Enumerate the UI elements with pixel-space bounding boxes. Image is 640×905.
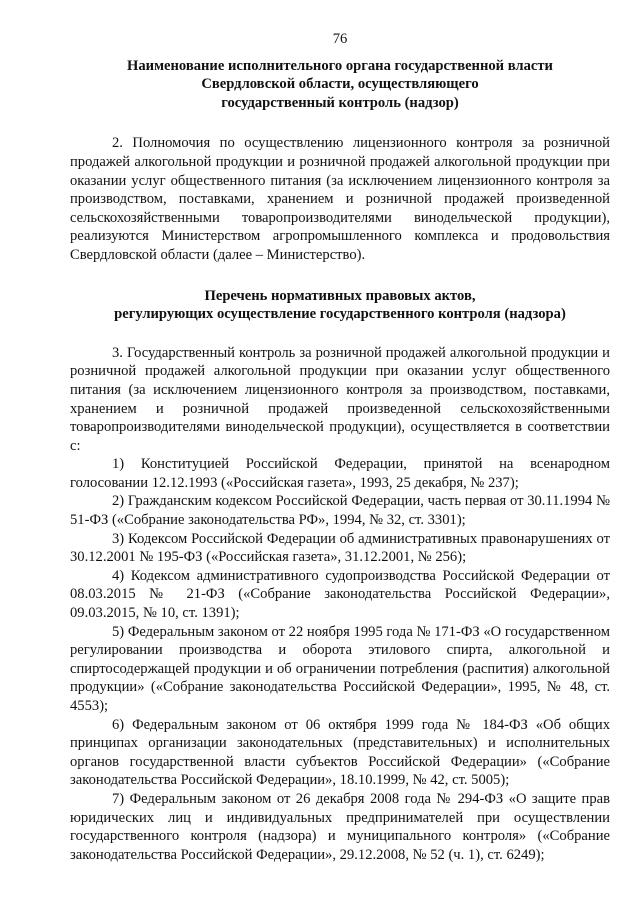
heading-line: регулирующих осуществление государственного контроля (надзора) [114,306,566,323]
list-item: 5) Федеральным законом от 22 ноября 1995 года № 171-ФЗ «О государственном регулировании производства и оборота этилового спирта, алкогольной и спиртосодержащей продукции и об ограничении потребления (распития) алкогольной продукции» («Собрание законодательства Российской Федерации», 1995, № 48, ст. 4553); [70,623,610,714]
heading-line: Свердловской области, осуществляющего [201,76,479,93]
page-number: 76 [332,31,348,47]
paragraph-control-basis: 3. Государственный контроль за розничной продажей алкогольной продукции и розничной продажей алкогольной продукции при оказании услуг общественного питания (за исключением лицензионного контроля за производством, поставками, хранением и розничной продажей произведенной сельскохозяйственными товаропроизводителями винодельческой продукции), осуществляется в соответствии с: [70,344,610,454]
heading-line: государственный контроль (надзор) [221,94,459,111]
list-item: 6) Федеральным законом от 06 октября 1999 года № 184-ФЗ «Об общих принципах организации законодательных (представительных) и исполнительных органов государственной власти субъектов Российской Федерации» («Собрание законодательства Российской Федерации», 18.10.1999, № 42, ст. 5005); [70,716,610,789]
list-item: 2) Гражданским кодексом Российской Федерации, часть первая от 30.11.1994 № 51-ФЗ («Собрание законодательства РФ», 1994, № 32, ст. 3301); [70,493,610,529]
list-item: 3) Кодексом Российской Федерации об административных правонарушениях от 30.12.2001 № 195-ФЗ («Российская газета», 31.12.2001, № 256); [70,530,610,566]
heading-line: Наименование исполнительного органа государственной власти [127,57,553,74]
heading-line: Перечень нормативных правовых актов, [204,287,476,304]
list-item: 4) Кодексом административного судопроизводства Российской Федерации от 08.03.2015 № 21-ФЗ («Собрание законодательства Российской Федерации», 09.03.2015, № 10, ст. 1391); [70,567,610,622]
list-item: 7) Федеральным законом от 26 декабря 2008 года № 294-ФЗ «О защите прав юридических лиц и индивидуальных предпринимателей при осуществлении государственного контроля (надзора) и муниципального контроля» («Собрание законодательства Российской Федерации», 29.12.2008, № 52 (ч. 1), ст. 6249); [70,790,610,863]
section-heading-authority [70,57,610,113]
section-heading-regulations [70,287,610,324]
paragraph-powers: 2. Полномочия по осуществлению лицензионного контроля за розничной продажей алкогольной продукции и розничной продажей алкогольной продукции при оказании услуг общественного питания (за исключением лицензионного контроля за производством, поставками, хранением и розничной продажей произведенной сельскохозяйственными товаропроизводителями винодельческой продукции), реализуются Министерством агропромышленного комплекса и продовольствия Свердловской области (далее – Министерство). [70,135,610,263]
list-item: 1) Конституцией Российской Федерации, принятой на всенародном голосовании 12.12.1993 («Российская газета», 1993, 25 декабря, № 237); [70,456,610,491]
